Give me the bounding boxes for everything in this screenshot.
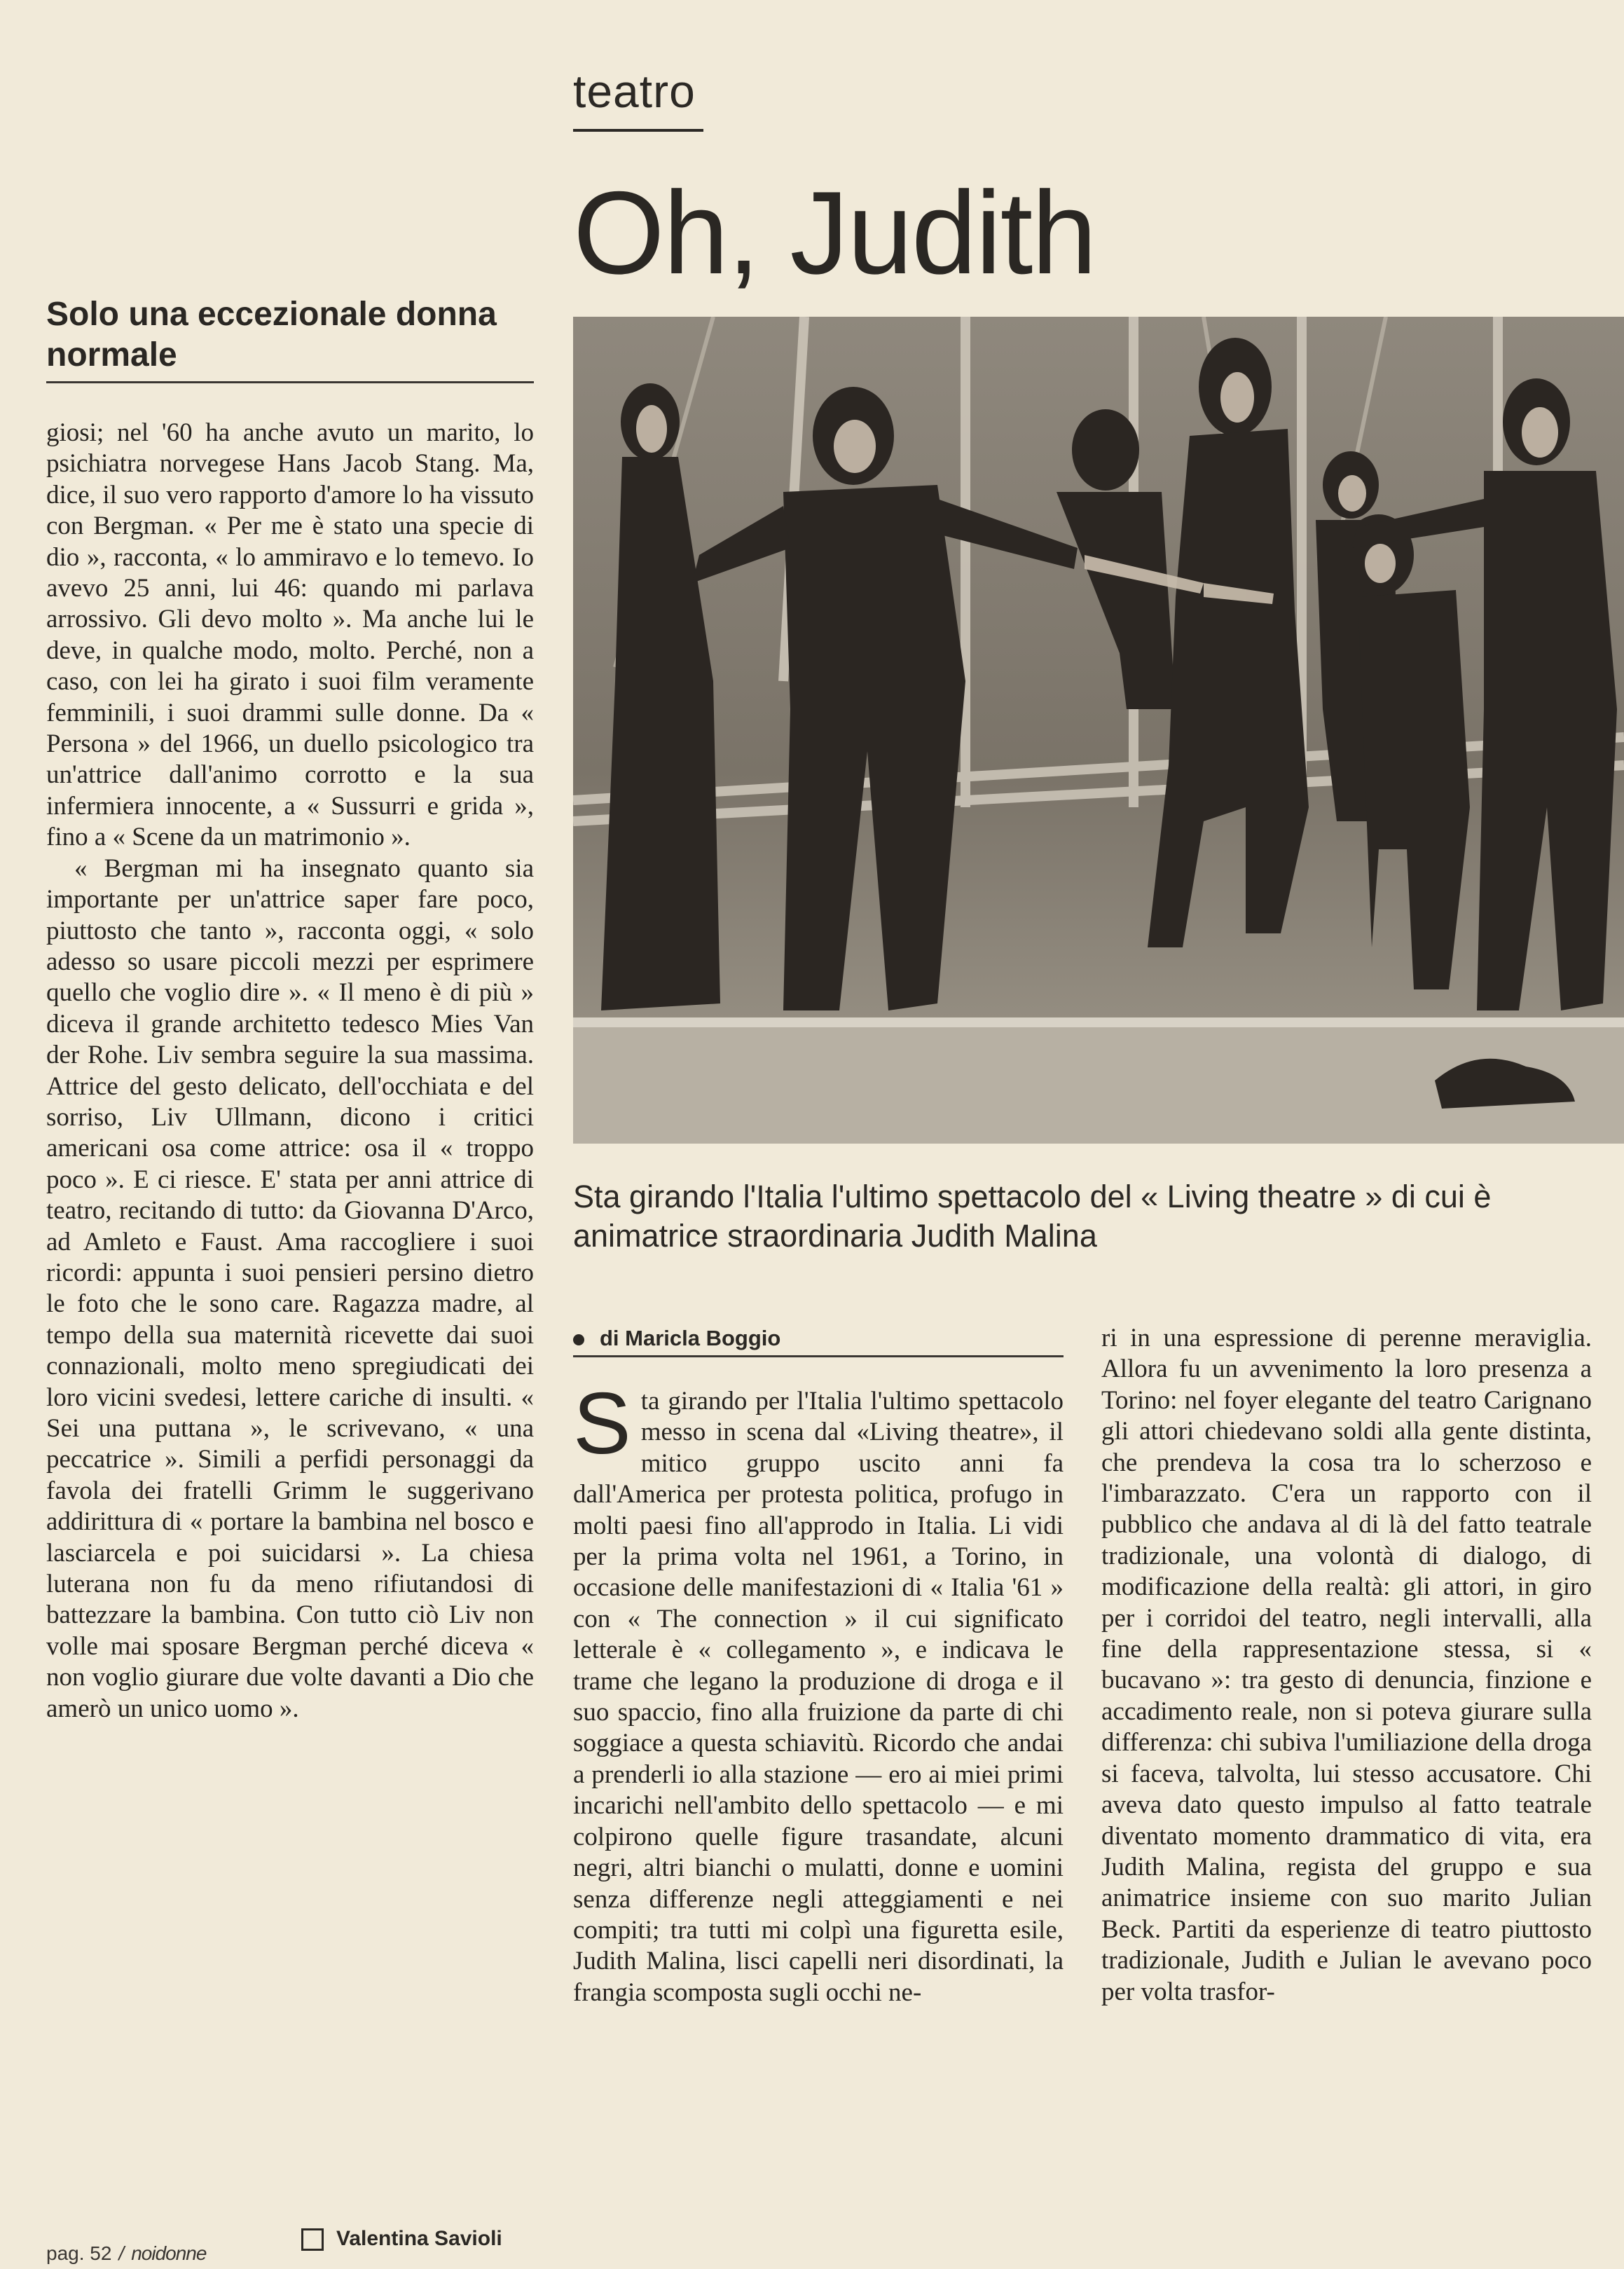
sidebar-paragraph-1: giosi; nel '60 ha anche avuto un marito, lo psichiatra norvegese Hans Jacob Stang. Ma, dice, il suo vero rapporto d'amore lo ha vissuto con Bergman. « Per me è stato una specie di dio », racconta, « lo ammiravo e lo temevo. Io avevo 25 anni, lui 46: quando mi parlava arrossivo. Gli devo molto ». Ma anche lui le deve, in qualche modo, molto. Perché, non a caso, con lei ha girato i suoi film veramente femminili, i suoi drammi sulle donne. Da « Persona » del 1966, un duello psicologico tra un'attrice dall'animo corrotto e la sua infermiera innocente, a « Sussurri e grida », fino a « Scene da un matrimonio ». (46, 418, 534, 852)
article-text-1: ta girando per l'Italia l'ultimo spettacolo messo in scena dal «Living theatre», il mitico gruppo uscito anni fa dall'America per protesta politica, profugo in molti paesi fino all'approdo in Italia. Li vidi per la prima volta nel 1961, a Torino, in occasione delle manifestazioni di « Italia '61 » con « The connection » il cui significato letterale è « collegamento », e indicava le trame che legano la produzione di droga e il suo spaccio, fino alla fruizione da parte di chi soggiace a questa schiavitù. Ricordo che andai a prenderli io alla stazione — ero ai miei primi incarichi nell'ambito dello spettacolo — e mi colpirono quelle figure trasandate, alcuni negri, altri bianchi o mulatti, donne e uomini senza differenze negli atteggiamenti e nei compiti; tra tutti mi colpì una figuretta esile, Judith Malina, lisci capelli neri disordinati, la frangia scomposta sugli occhi ne- (573, 1387, 1064, 2007)
article-column-2 (1101, 1323, 1592, 2008)
byline-text: di Maricla Boggio (600, 1326, 781, 1350)
photo-caption: Sta girando l'Italia l'ultimo spettacolo del « Living theatre » di cui è animatrice straordinaria Judith Malina (573, 1179, 1492, 1254)
stage-photo (573, 317, 1624, 1144)
page-number: pag. 52 (46, 2242, 112, 2264)
sidebar-body (46, 418, 534, 1725)
drop-cap: S (573, 1376, 631, 1472)
byline-rule (573, 1355, 1064, 1357)
byline (573, 1326, 1064, 1351)
sidebar-title: Solo una eccezionale donna normale (46, 296, 497, 373)
magazine-name: noidonne (131, 2242, 207, 2264)
article-text-2: ri in una espressione di perenne meraviglia. Allora fu un avvenimento la loro presenza a Torino: nel foyer elegante del teatro Carignano gli attori chiedevano soldi alla gente distinta, che prendeva la cosa tra lo scherzoso e l'imbarazzato. C'era un rapporto con il pubblico che andava al di là del fatto teatrale tradizionale, una volontà di dialogo, di modificazione della realtà: gli attori, in giro per i corridoi del teatro, negli intervalli, alla fine della rappresentazione stessa, si « bucavano »: tra gesto di denuncia, finzione e accadimento reale, non si poteva giurare sulla differenza: chi subiva l'umiliazione della droga si faceva, talvolta, lui stesso accusatore. Chi aveva dato questo impulso al fatto teatrale diventato momento drammatico di vita, era Judith Malina, regista del gruppo e sua animatrice insieme con suo marito Julian Beck. Partiti da esperienze di teatro piuttosto tradizionale, Judith e Julian le avevano poco per volta trasfor- (1101, 1324, 1592, 2006)
headline: Oh, Judith (573, 167, 1096, 299)
section-rule (573, 129, 703, 132)
bullet-icon (573, 1334, 584, 1345)
page-footer (46, 2242, 206, 2265)
signature (301, 2227, 502, 2251)
article-column-1 (573, 1376, 1064, 2008)
sidebar-rule (46, 381, 534, 383)
section-label: teatro (573, 65, 696, 117)
end-mark-icon (301, 2228, 324, 2251)
footer-separator: / (118, 2242, 125, 2264)
stage-photo-illustration (573, 317, 1624, 1144)
sidebar-paragraph-2: « Bergman mi ha insegnato quanto sia importante per un'attrice saper fare poco, piuttosto che tanto », racconta oggi, « solo adesso so usare piccoli mezzi per esprimere quello che voglio dire ». « Il meno è di più » diceva il grande architetto tedesco Mies Van der Rohe. Liv sembra seguire la sua massima. Attrice del gesto delicato, dell'occhiata e del sorriso, Liv Ullmann, dicono i critici americani osa come attrice: osa il « troppo poco ». E ci riesce. E' stata per anni attrice di teatro, recitando di tutto: da Giovanna D'Arco, ad Amleto e Faust. Ama raccogliere i suoi ricordi: appunta i suoi pensieri persino dietro le foto che le sono care. Ragazza madre, al tempo della sua maternità ricevette dai suoi connazionali, molto meno spregiudicati dei loro vicini svedesi, lettere cariche di insulti. « Sei una puttana », le scrivevano, « una peccatrice ». Simili a perfidi personaggi da favola dei fratelli Grimm le suggerivano addirittura di « portare la bambina nel bosco e lasciarcela e poi suicidarsi ». La chiesa luterana non fu da meno rifiutandosi di battezzare la bambina. Con tutto ciò Liv non volle mai sposare Bergman perché diceva « non voglio giurare due volte davanti a Dio che amerò un unico uomo ». (46, 854, 534, 1723)
signature-name: Valentina Savioli (336, 2227, 502, 2250)
